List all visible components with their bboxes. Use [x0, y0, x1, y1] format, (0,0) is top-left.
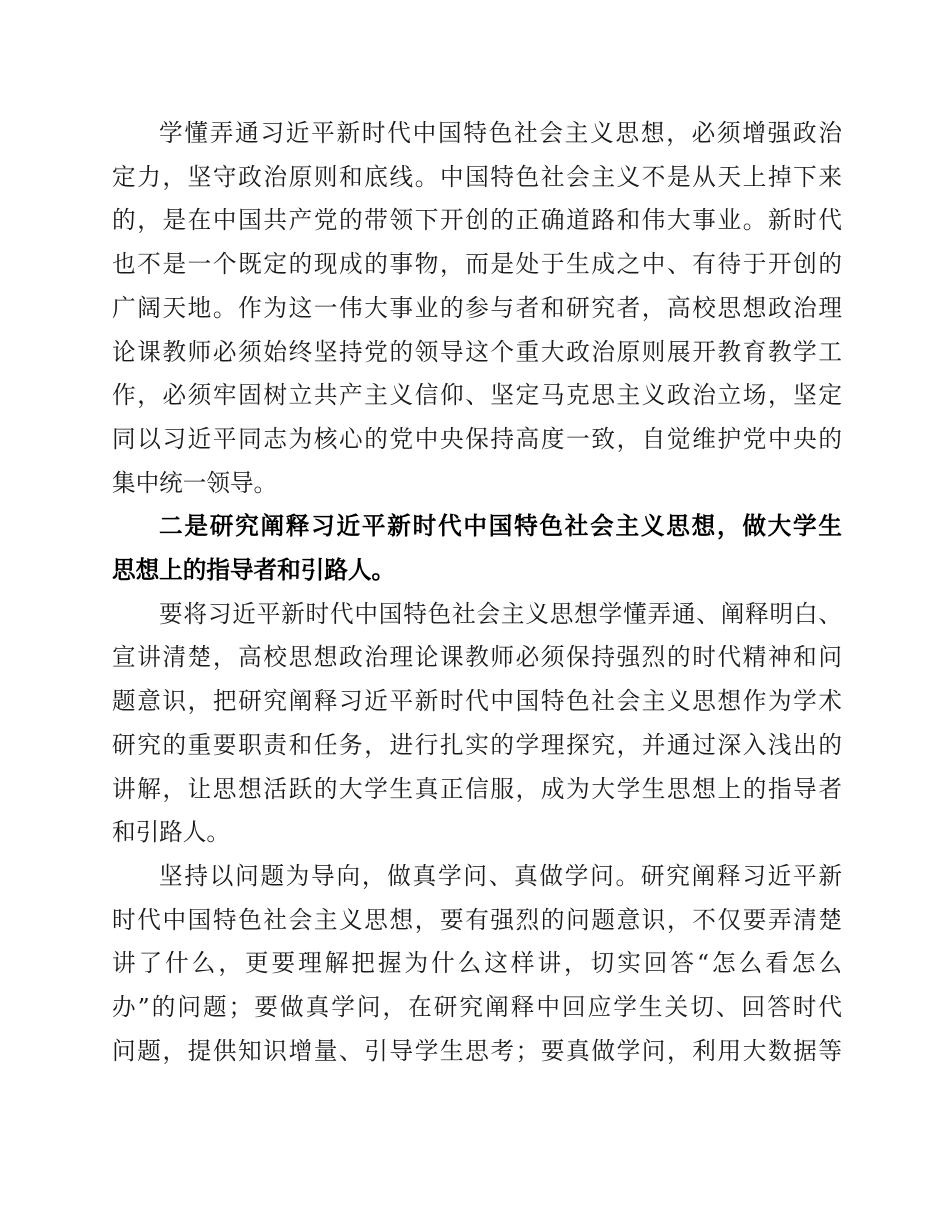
text-line: 也不是一个既定的现成的事物，而是处于生成之中、有待于开创的: [112, 250, 842, 279]
paragraph-political-principles: [112, 112, 842, 505]
text-line: 学懂弄通习近平新时代中国特色社会主义思想，必须增强政治: [159, 119, 842, 147]
paragraph-problem-oriented: [112, 855, 842, 1074]
text-line: 的，是在中国共产党的带领下开创的正确道路和伟大事业。新时代: [112, 206, 842, 235]
document-body: [112, 112, 842, 1073]
text-line: 讲解，让思想活跃的大学生真正信服，成为大学生思想上的指导者: [112, 774, 842, 803]
text-line: 定力，坚守政治原则和底线。中国特色社会主义不是从天上掉下来: [112, 162, 842, 191]
text-line: 讲了什么，更要理解把握为什么这样讲，切实回答“怎么看怎么: [112, 949, 842, 978]
text-line: 题意识，把研究阐释习近平新时代中国特色社会主义思想作为学术: [112, 687, 842, 716]
heading-line: 二是研究阐释习近平新时代中国特色社会主义思想，做大学生: [159, 512, 842, 541]
section-heading: [112, 505, 842, 592]
text-line: 问题，提供知识增量、引导学生思考；要真做学问，利用大数据等: [112, 1036, 842, 1065]
text-line: 坚持以问题为导向，做真学问、真做学问。研究阐释习近平新: [159, 861, 842, 890]
heading-line: 思想上的指导者和引路人。: [112, 556, 396, 585]
paragraph-research-interpretation: [112, 593, 842, 855]
text-line: 要将习近平新时代中国特色社会主义思想学懂弄通、阐释明白、: [159, 599, 842, 628]
text-line: 同以习近平同志为核心的党中央保持高度一致，自觉维护党中央的: [112, 424, 842, 453]
text-line: 宣讲清楚，高校思想政治理论课教师必须保持强烈的时代精神和问: [112, 643, 842, 672]
text-line: 广阔天地。作为这一伟大事业的参与者和研究者，高校思想政治理: [112, 293, 842, 322]
text-line: 作，必须牢固树立共产主义信仰、坚定马克思主义政治立场，坚定: [112, 381, 842, 410]
text-line: 论课教师必须始终坚持党的领导这个重大政治原则展开教育教学工: [112, 337, 842, 366]
text-line: 集中统一领导。: [112, 468, 278, 497]
text-line: 和引路人。: [112, 818, 230, 847]
text-line: 办”的问题；要做真学问，在研究阐释中回应学生关切、回答时代: [112, 993, 842, 1022]
text-line: 时代中国特色社会主义思想，要有强烈的问题意识，不仅要弄清楚: [112, 905, 842, 934]
text-line: 研究的重要职责和任务，进行扎实的学理探究，并通过深入浅出的: [112, 730, 842, 759]
